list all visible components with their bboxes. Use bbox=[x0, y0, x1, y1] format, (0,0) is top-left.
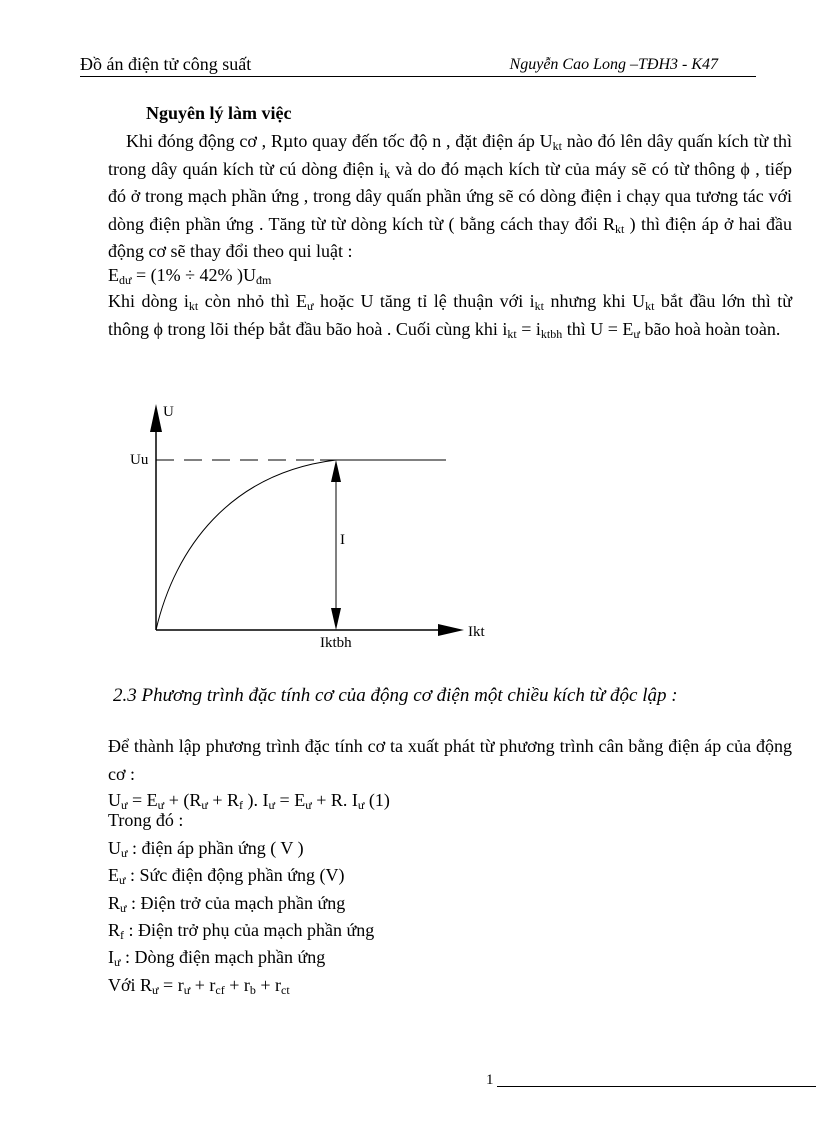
current-arrow-top bbox=[331, 460, 341, 482]
equation-voltage-range: $E_{dư} = (1\% \div 42\%$ )$U_{đm}$ bbox=[108, 265, 272, 287]
section-heading: Nguyên lý làm việc bbox=[146, 103, 292, 123]
paragraph-saturation: Khi dòng $i_{kt}$ còn nhỏ thì $E_ư$ hoặc U tăng tỉ lệ thuận với $i_{kt}$ nhưng khi $U_{kt}$ bắt đầu lớn thì từ thông ϕ trong lõi thép bắt đầu bão hoà . Cuối cùng khi $i_{kt} = i_{ktbh}$ thì $U = E_ư$ bão hoà hoàn toàn. bbox=[108, 291, 792, 341]
def-item: $R_ư$ : Điện trở của mạch phần ứng bbox=[108, 893, 346, 915]
def-item: $U_ư$ : điện áp phần ứng ( V ) bbox=[108, 838, 304, 860]
def-item: $R_f$ : Điện trở phụ của mạch phần ứng bbox=[108, 920, 375, 942]
equation-resistance-sum: Với $R_ư = r_ư + r_{cf} + r_b + r_{ct}$ bbox=[108, 975, 290, 997]
footer-rule bbox=[497, 1086, 816, 1087]
x-axis-label: Ikt bbox=[468, 624, 485, 640]
header-author: Nguyễn Cao Long –TĐH3 - K47 bbox=[509, 56, 718, 73]
x-axis-arrow bbox=[438, 624, 464, 636]
magnetization-curve-graph bbox=[120, 398, 500, 658]
current-arrow-bottom bbox=[331, 608, 341, 630]
header-title: Đồ án điện tử công suất bbox=[80, 54, 252, 74]
current-label: I bbox=[340, 532, 345, 548]
trong-do-label: Trong đó : bbox=[108, 810, 184, 830]
page-number: 1 bbox=[486, 1072, 494, 1088]
page-header bbox=[80, 54, 756, 77]
u-level-label: Uu bbox=[130, 452, 149, 468]
paragraph-principle: Khi đóng động cơ , Rµto quay đến tốc độ n , đặt điện áp $U_{kt}$ nào đó lên dây quấn kích từ thì trong dây quán kích từ cú dòng điện $i_k$ và do đó mạch kích từ của máy sẽ có từ thông ϕ , tiếp đó ở trong mạch phần ứng , trong dây quấn phần ứng sẽ có dòng điện i chạy qua tương tác với dòng điện phần ứng . Tăng từ từ dòng kích từ ( bằng cách thay đổi $R_{kt}$ ) thì điện áp ở hai đầu động cơ sẽ thay đổi theo qui luật : bbox=[108, 131, 792, 261]
equation-1: $U_ư = E_ư + (R_ư + R_f$ ). $I_ư = E_ư + R$. $I_ư$ (1) bbox=[108, 790, 390, 812]
magnetization-curve bbox=[156, 460, 336, 630]
def-item: $I_ư$ : Dòng điện mạch phần ứng bbox=[108, 947, 326, 969]
paragraph-intro-equation: Để thành lập phương trình đặc tính cơ ta xuất phát từ phương trình cân bằng điện áp của động cơ : bbox=[108, 736, 792, 784]
iktbh-label: Iktbh bbox=[320, 635, 352, 651]
y-axis-label: U bbox=[163, 404, 174, 420]
section-title-2-3: 2.3 Phương trình đặc tính cơ của động cơ điện một chiều kích từ độc lập : bbox=[113, 685, 678, 706]
y-axis-arrow bbox=[150, 404, 162, 432]
def-item: $E_ư$ : Sức điện động phần ứng (V) bbox=[108, 865, 345, 887]
